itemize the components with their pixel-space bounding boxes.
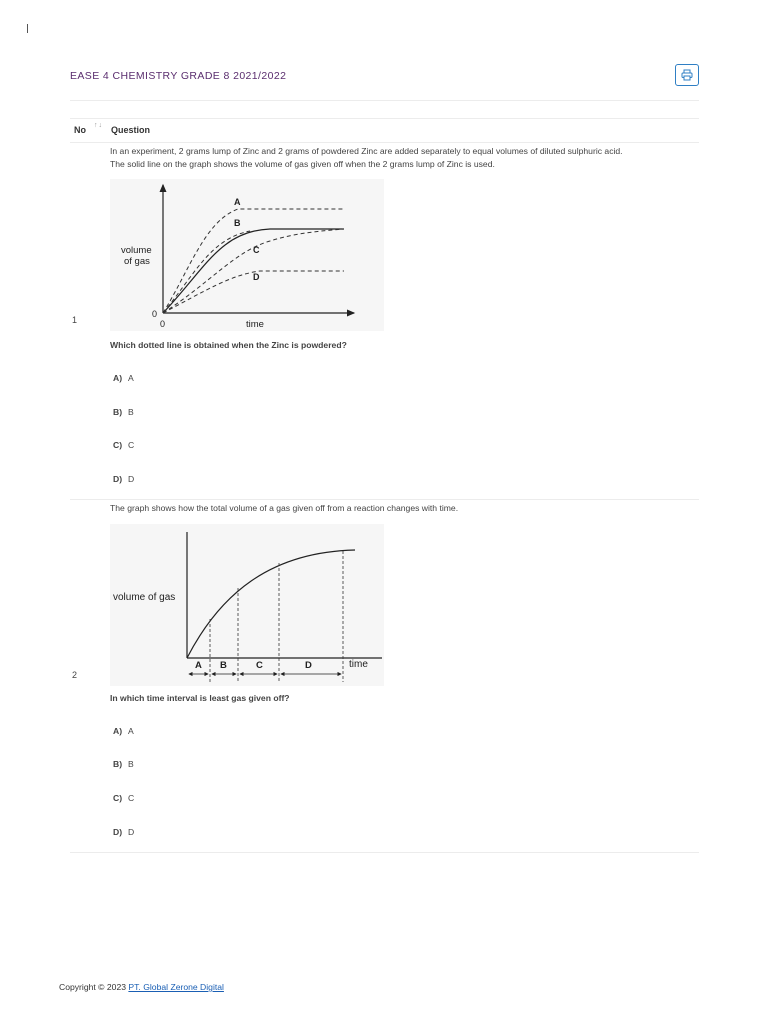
option-letter: D) [113,474,123,484]
sort-icon[interactable]: ↑↓ [94,122,103,129]
x-axis-label: time [349,659,368,670]
curve-a [163,209,344,313]
option-letter: A) [113,373,123,383]
question-text [110,145,695,171]
option-text: A [128,373,134,383]
question-text-line: In an experiment, 2 grams lump of Zinc and 2 grams of powdered Zinc are added separately to equal volumes of diluted sulphuric acid. [110,146,623,156]
y-axis-label: volume of gas [113,592,176,603]
question-number: 1 [72,315,78,325]
gas-volume-curve [187,550,355,658]
answer-option-c[interactable] [113,440,134,450]
graph-figure-2 [110,524,384,686]
graph-svg-2 [110,524,384,686]
option-letter: B) [113,407,123,417]
y-axis-label-line2: of gas [124,256,150,267]
graph-svg-1 [110,179,384,331]
answer-option-a[interactable] [113,726,134,736]
question-table [70,118,699,853]
question-number: 2 [72,670,78,680]
interval-label-d: D [305,660,312,671]
answer-option-a[interactable] [113,373,134,383]
curve-label-b: B [234,218,241,228]
answer-option-d[interactable] [113,827,134,837]
page-footer [59,982,224,992]
option-text: C [128,440,135,450]
page-title: EASE 4 CHEMISTRY GRADE 8 2021/2022 [70,70,287,82]
question-prompt: In which time interval is least gas given off? [110,693,290,703]
origin-label-x: 0 [160,319,166,329]
curve-label-d: D [253,272,260,282]
option-letter: D) [113,827,123,837]
column-header-question: Question [111,125,151,135]
question-text [110,502,695,515]
option-text: B [128,407,134,417]
option-letter: C) [113,440,123,450]
curve-b-dotted [163,231,250,313]
x-axis-label: time [246,319,264,330]
question-prompt: Which dotted line is obtained when the Zinc is powdered? [110,340,347,350]
option-text: A [128,726,134,736]
page-header [70,62,699,101]
option-text: D [128,827,135,837]
curve-label-a: A [234,197,241,207]
origin-label-y: 0 [152,309,158,319]
option-text: C [128,793,135,803]
question-text-line: The solid line on the graph shows the volume of gas given off when the 2 grams lump of Zinc is used. [110,159,495,169]
option-text: B [128,759,134,769]
y-axis-label-line1: volume [121,245,152,256]
print-button[interactable] [675,64,699,86]
copyright-text: Copyright © 2023 [59,982,127,992]
option-letter: C) [113,793,123,803]
answer-option-b[interactable] [113,407,134,417]
answer-option-b[interactable] [113,759,134,769]
table-row [70,143,699,500]
text-cursor [27,24,28,33]
table-header [70,118,699,143]
option-letter: A) [113,726,123,736]
table-row [70,500,699,853]
company-link[interactable]: PT. Global Zerone Digital [128,982,224,992]
interval-label-b: B [220,660,227,671]
answer-option-d[interactable] [113,474,134,484]
graph-figure-1 [110,179,384,331]
option-text: D [128,474,135,484]
printer-icon [681,69,693,81]
curve-label-c: C [253,245,260,255]
answer-option-c[interactable] [113,793,134,803]
interval-label-c: C [256,660,263,671]
question-text-line: The graph shows how the total volume of a gas given off from a reaction changes with time. [110,503,459,513]
interval-label-a: A [195,660,202,671]
column-header-no[interactable]: No [74,125,86,135]
option-letter: B) [113,759,123,769]
